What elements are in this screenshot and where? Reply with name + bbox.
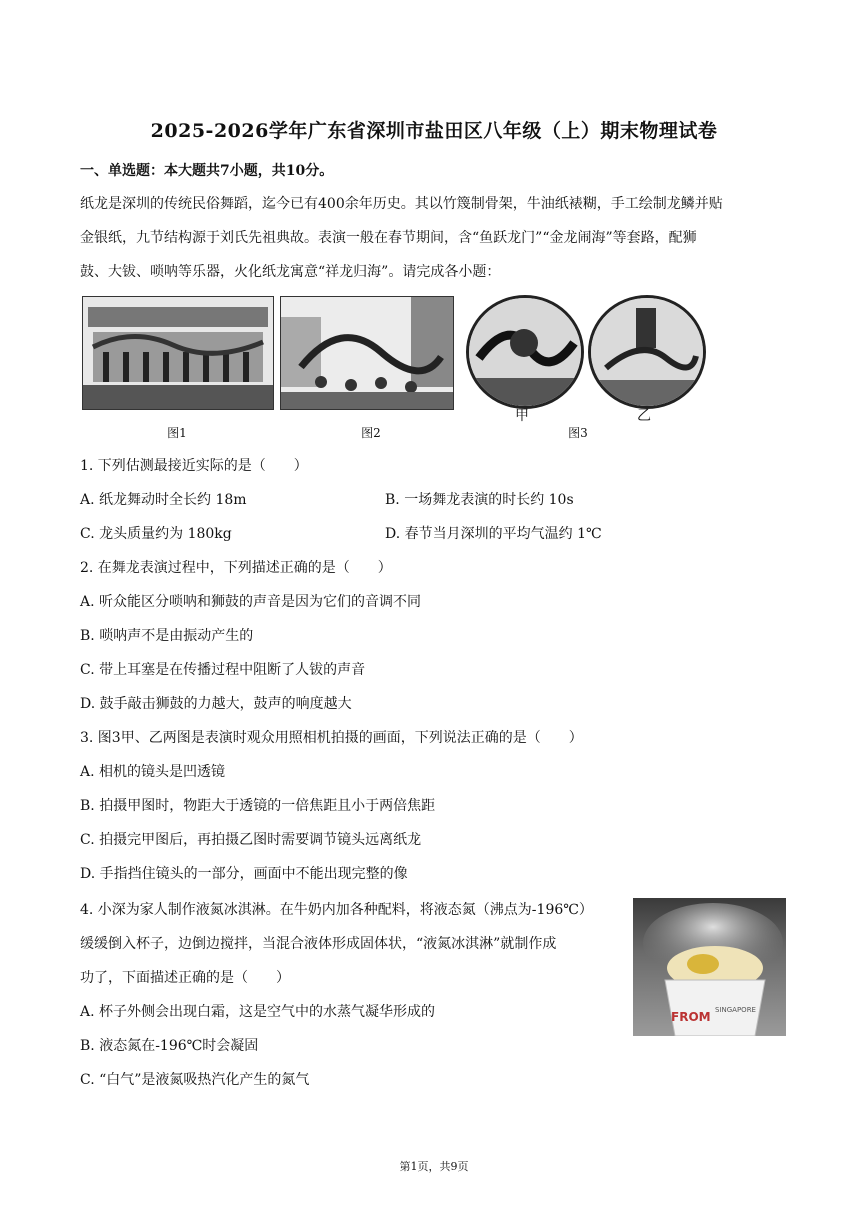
q4-option-a: A. 杯子外侧会出现白霜，这是空气中的水蒸气凝华形成的 <box>80 1004 436 1020</box>
intro-line-2: 金银纸，九节结构源于刘氏先祖典故。表演一般在春节期间，含“鱼跃龙门”“金龙闹海”等套路，配狮 <box>80 230 697 246</box>
q3-option-d: D. 手指挡住镜头的一部分，画面中不能出现完整的像 <box>80 866 408 882</box>
q4-option-b: B. 液态氮在-196℃时会凝固 <box>80 1038 259 1054</box>
figure-3b-image <box>588 295 706 409</box>
figure-2-image <box>280 296 454 410</box>
q2-option-c: C. 带上耳塞是在传播过程中阻断了人钹的声音 <box>80 662 366 678</box>
figure-1-caption: 图1 <box>167 426 187 440</box>
q1-option-b: B. 一场舞龙表演的时长约 10s <box>385 492 574 508</box>
q2-option-a: A. 听众能区分唢呐和狮鼓的声音是因为它们的音调不同 <box>80 594 422 610</box>
cup-text-from: FROM <box>671 1010 711 1024</box>
page-footer: 第1页，共9页 <box>399 1160 469 1173</box>
figure-1-image <box>82 296 274 410</box>
q3-option-c: C. 拍摄完甲图后，再拍摄乙图时需要调节镜头远离纸龙 <box>80 832 422 848</box>
figure-3a-image <box>466 295 584 409</box>
q3-stem: 3. 图3甲、乙两图是表演时观众用照相机拍摄的画面，下列说法正确的是（ ） <box>80 730 583 746</box>
ice-cream-photo <box>633 898 786 1036</box>
q4-stem-line-1: 4. 小深为家人制作液氮冰淇淋。在牛奶内加各种配料，将液态氮（沸点为-196℃） <box>80 902 593 918</box>
intro-line-3: 鼓、大钹、唢呐等乐器，火化纸龙寓意“祥龙归海”。请完成各小题： <box>80 264 501 280</box>
q1-option-d: D. 春节当月深圳的平均气温约 1℃ <box>385 526 602 542</box>
figure-3b-label: 乙 <box>637 408 651 424</box>
page-title: 2025-2026学年广东省深圳市盐田区八年级（上）期末物理试卷 <box>150 120 718 142</box>
intro-line-1: 纸龙是深圳的传统民俗舞蹈，迄今已有400余年历史。其以竹篾制骨架，牛油纸裱糊，手工绘制龙鳞并贴 <box>80 196 723 212</box>
q3-option-a: A. 相机的镜头是凹透镜 <box>80 764 226 780</box>
cup-text-singapore: SINGAPORE <box>715 1006 756 1014</box>
q4-stem-line-3: 功了，下面描述正确的是（ ） <box>80 970 290 986</box>
figure-2-caption: 图2 <box>361 426 381 440</box>
figure-3a-label: 甲 <box>515 408 529 424</box>
q2-stem: 2. 在舞龙表演过程中，下列描述正确的是（ ） <box>80 560 392 576</box>
q3-option-b: B. 拍摄甲图时，物距大于透镜的一倍焦距且小于两倍焦距 <box>80 798 436 814</box>
q1-option-c: C. 龙头质量约为 180kg <box>80 526 232 542</box>
figure-3-caption: 图3 <box>568 426 588 440</box>
q4-stem-line-2: 缓缓倒入杯子，边倒边搅拌，当混合液体形成固体状，“液氮冰淇淋”就制作成 <box>80 936 557 952</box>
q4-option-c: C. “白气”是液氮吸热汽化产生的氮气 <box>80 1072 310 1088</box>
q1-option-a: A. 纸龙舞动时全长约 18m <box>80 492 247 508</box>
q2-option-d: D. 鼓手敲击狮鼓的力越大，鼓声的响度越大 <box>80 696 352 712</box>
q1-stem: 1. 下列估测最接近实际的是（ ） <box>80 458 308 474</box>
section-heading: 一、单选题：本大题共7小题，共10分。 <box>80 163 334 179</box>
q2-option-b: B. 唢呐声不是由振动产生的 <box>80 628 254 644</box>
